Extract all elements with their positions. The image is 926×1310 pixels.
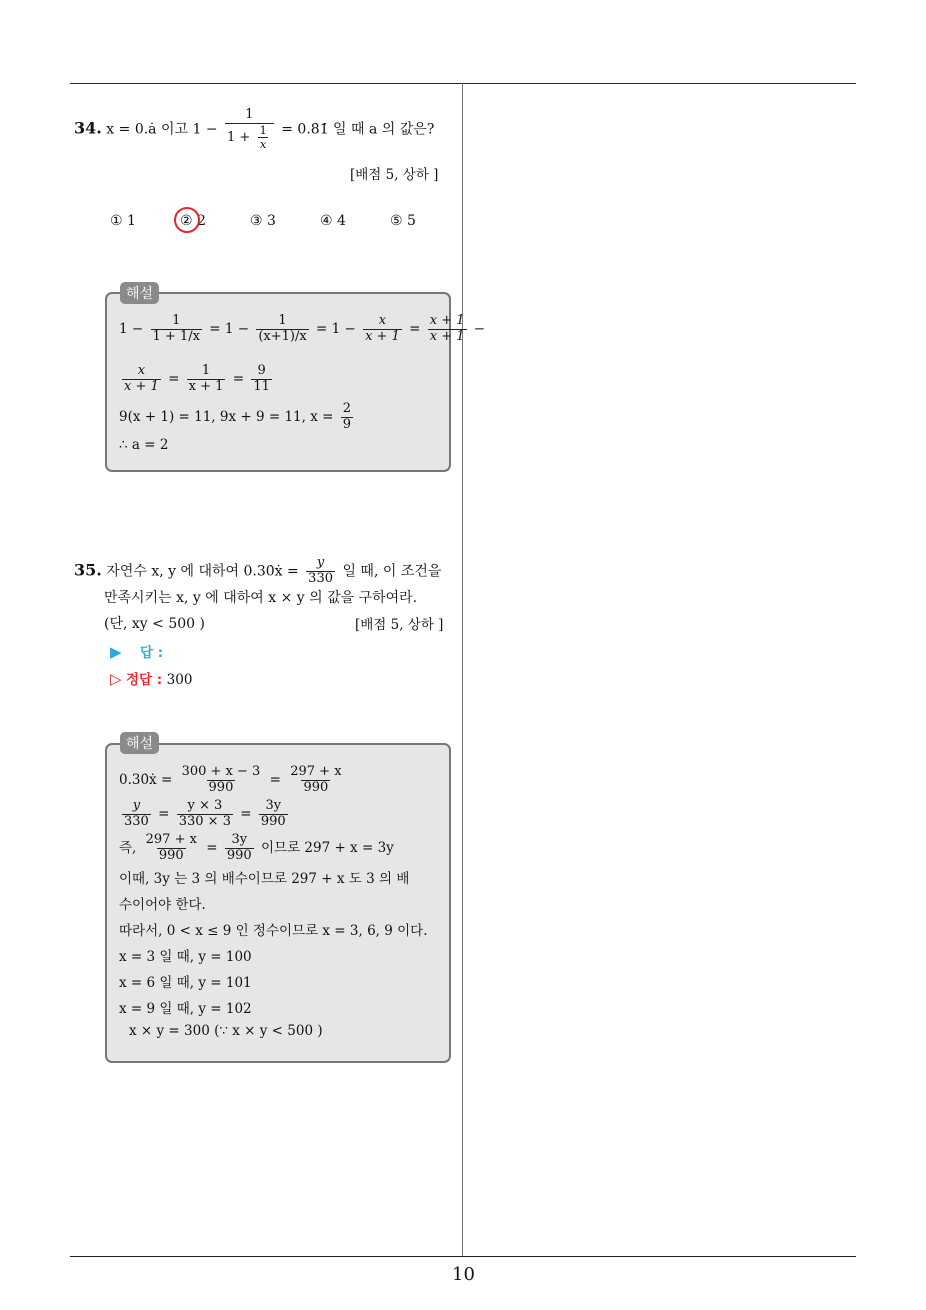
q34-inner-den: x (259, 137, 267, 152)
column-divider (462, 83, 463, 1256)
q34-frac-num: 1 (245, 107, 254, 122)
q35-sol-line-10: x × y = 300 (∵ x × y < 500 ) (129, 1023, 323, 1039)
q35-stem-b: 일 때, 이 조건을 (342, 563, 442, 580)
q35-sol-line-2: $\frac{y}{330}$ = $\frac{y \times 3}{330 \times 3}$ = $\frac{3y}{990}$ (124, 798, 286, 829)
q34-sol-line-3: 9(x + 1) = 11, 9x + 9 = 11, x = $\frac{2}{9}$ (119, 401, 352, 432)
q34-option-1[interactable]: ① 1 (110, 213, 136, 229)
q35-stem (74, 556, 441, 587)
q35-line-3: (단, xy < 500 ) (104, 616, 205, 632)
q35-sol-line-4: 이때, 3y 는 3 의 배수이므로 297 + x 도 3 의 배 (119, 871, 410, 887)
q34-stem-a: x = 0.ȧ 이고 1 − (106, 121, 218, 138)
q35-frac-num: y (316, 555, 325, 570)
q35-sol-line-8: x = 6 일 때, y = 101 (119, 975, 252, 991)
q34-meta: [배점 5, 상하 ] (350, 167, 439, 183)
q34-frac-den-a: 1 + (227, 130, 251, 146)
selected-answer-circle (174, 207, 200, 233)
q35-solution-box (105, 743, 451, 1063)
q35-sol-line-7: x = 3 일 때, y = 100 (119, 949, 252, 965)
q35-sol-line-5: 수이어야 한다. (119, 897, 206, 913)
answer-arrow-icon: ▶ (110, 643, 122, 661)
answer-label: 답 : (140, 645, 164, 661)
q34-stem (74, 108, 464, 151)
q34-frac-den (225, 123, 274, 151)
q35-answer-row (110, 641, 163, 661)
q35-sol-line-1: 0.30̇ẋ = $\frac{300 + x - 3}{990}$ = $\frac{297 + x}{990}$ (119, 764, 342, 795)
q34-sol-line-2: $\frac{x}{x + 1}$ = $\frac{1}{x + 1}$ = $\frac{9}{11}$ (124, 363, 270, 394)
q35-fraction (306, 556, 335, 587)
q34-option-4[interactable]: ④ 4 (320, 213, 346, 229)
q35-frac-den: 330 (308, 570, 333, 586)
correct-arrow-icon: ▷ (110, 670, 122, 688)
q34-stem-b: = 0.8̇1̇ 일 때 a 의 값은? (281, 121, 435, 138)
correct-label: 정답 : (126, 672, 163, 688)
q34-inner-frac (257, 124, 268, 151)
q35-meta: [배점 5, 상하 ] (355, 617, 444, 633)
q34-sol-line-4: ∴ a = 2 (119, 437, 169, 453)
q34-option-2[interactable]: ② 2 (180, 213, 206, 229)
q35-sol-line-9: x = 9 일 때, y = 102 (119, 1001, 252, 1017)
q35-number: 35. (74, 560, 102, 580)
q34-option-5[interactable]: ⑤ 5 (390, 213, 416, 229)
q34-number: 34. (74, 118, 102, 138)
q34-option-3[interactable]: ③ 3 (250, 213, 276, 229)
q35-sol-line-3: 즉, $\frac{297 + x}{990}$ = $\frac{3y}{990}$ 이므로 297 + x = 3y (119, 832, 394, 863)
q35-correct-row (110, 668, 192, 688)
q35-sol-line-6: 따라서, 0 < x ≤ 9 인 정수이므로 x = 3, 6, 9 이다. (119, 923, 428, 939)
bottom-rule (70, 1256, 856, 1257)
q34-fraction (225, 108, 274, 151)
page-number: 10 (452, 1264, 475, 1285)
q35-line-2: 만족시키는 x, y 에 대하여 x × y 의 값을 구하여라. (104, 590, 418, 606)
q35-stem-a: 자연수 x, y 에 대하여 0.30̇ẋ = (106, 563, 299, 580)
q34-solution-box (105, 292, 486, 472)
q34-solution-tag: 해설 (120, 282, 159, 304)
q34-inner-num: 1 (259, 122, 267, 137)
q35-solution-tag: 해설 (120, 732, 159, 754)
correct-value: 300 (166, 672, 193, 688)
q34-sol-line-1: 1 − $\frac{1}{1 + 1/x}$ = 1 − $\frac{1}{(x+1)/x}$ = 1 − $\frac{x}{x + 1}$ = $\frac{x + 1}{x + 1}$ − (119, 313, 486, 344)
top-rule (70, 83, 856, 84)
